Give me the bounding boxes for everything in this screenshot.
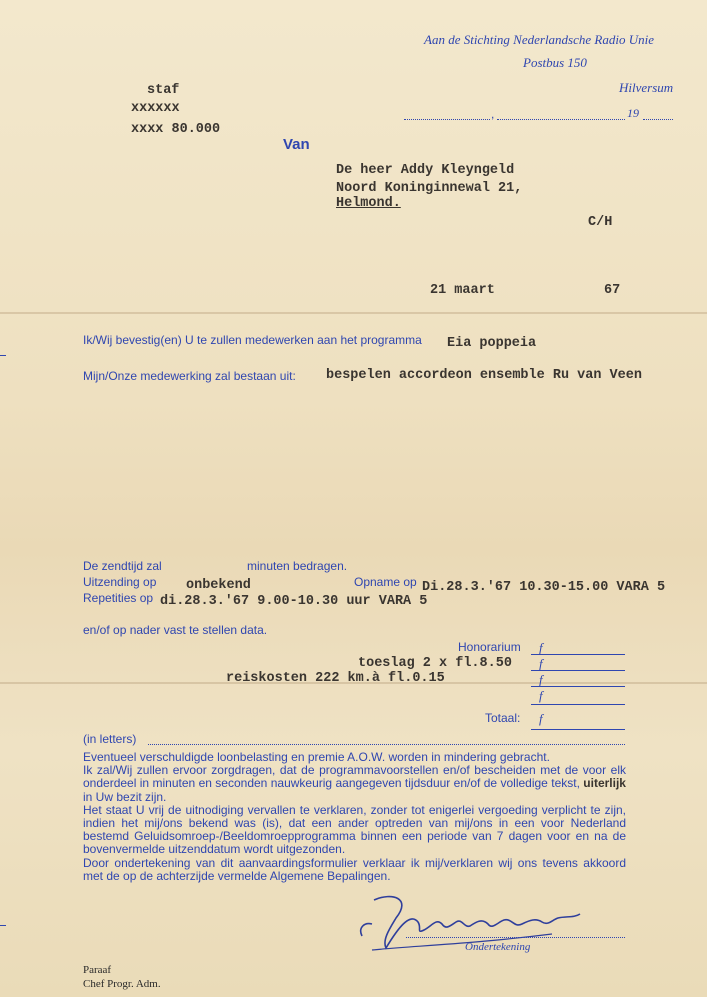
paraaf-label: Paraaf: [83, 964, 112, 976]
currency-symbol: f: [539, 688, 543, 703]
paper-fold: [0, 312, 707, 314]
signature-line: [406, 937, 625, 938]
currency-symbol: f: [539, 672, 543, 687]
margin-tick: [0, 925, 6, 926]
term-submission-end: in Uw bezit zijn.: [83, 789, 167, 804]
opname-label: Opname op: [354, 575, 417, 589]
amount-line: [531, 686, 625, 687]
ref-line-1: staf: [147, 83, 180, 98]
terms-block: [83, 751, 626, 883]
date-line: [404, 119, 490, 120]
airtime-label: De zendtijd zal: [83, 559, 162, 573]
term-deadline-word: uiterlijk: [583, 776, 626, 791]
toeslag: toeslag 2 x fl.8.50: [358, 656, 512, 671]
term-agreement: Door ondertekening van dit aanvaardingsformulier verklaar ik mij/verklaren wij ons tevens akkoord met de op de achterzijde vermelde Algemene Bepalingen.: [83, 855, 626, 883]
sender-name: De heer Addy Kleyngeld: [336, 163, 515, 178]
currency-symbol: f: [539, 656, 543, 671]
uitzending-label: Uitzending op: [83, 575, 157, 589]
letter-date-year: 67: [604, 283, 621, 298]
amount-line: [531, 654, 625, 655]
addressee: Aan de Stichting Nederlandsche Radio Unie: [424, 32, 654, 47]
currency-symbol: f: [539, 640, 543, 655]
repetities-label: Repetities op: [83, 591, 154, 605]
sender-street: Noord Koninginnewal 21,: [336, 181, 523, 196]
term-submission: [83, 764, 626, 804]
program-name: Eia poppeia: [447, 336, 537, 351]
ref-line-2: xxxxxx: [131, 101, 180, 116]
sender-city: Helmond.: [336, 196, 401, 211]
other-dates: en/of op nader vast te stellen data.: [83, 623, 268, 637]
amount-line: [531, 670, 625, 671]
date-line: [497, 119, 625, 120]
opname-value: Di.28.3.'67 10.30-15.00 VARA 5: [422, 580, 666, 595]
date-line: [643, 119, 673, 120]
honorarium-label: Honorarium: [458, 640, 521, 654]
term-cancellation: Het staat U vrij de uitnodiging vervallen te verklaren, zonder tot enigerlei vergoeding verplicht te zijn, indien het mij/ons bekend was (is), dat een ander optreden van mij/ons in een voor Nederland bestemd Geluidsomroep-/Beeldomroepprogramma binnen een periode van 7 dagen voor en na de bovenvermelde uitzenddatum wordt uitgezonden.: [83, 802, 626, 857]
total-label: Totaal:: [485, 711, 521, 725]
participation-value: bespelen accordeon ensemble Ru van Veen: [326, 368, 642, 383]
letter-date-day: 21 maart: [430, 283, 495, 298]
term-tax: Eventueel verschuldigde loonbelasting en premie A.O.W. worden in mindering gebracht.: [83, 750, 550, 764]
date-year-prefix: 19: [627, 106, 639, 120]
date-comma: ,: [491, 107, 495, 121]
reiskosten: reiskosten 222 km.à fl.0.15: [226, 671, 445, 686]
chef-label: Chef Progr. Adm.: [83, 978, 161, 990]
participation-label: Mijn/Onze medewerking zal bestaan uit:: [83, 369, 296, 383]
total-line: [531, 729, 625, 730]
currency-symbol: f: [539, 711, 543, 726]
in-letters: (in letters): [83, 732, 137, 746]
van-label: Van: [283, 136, 310, 153]
amount-line: [531, 704, 625, 705]
in-letters-line: [148, 744, 625, 745]
term-submission-text: Ik zal/Wij zullen ervoor zorgdragen, dat de programmavoorstellen en/of bescheiden met de voor elk onderdeel in minuten en seconden nauwkeurig aangegeven tijdsduur en/of de volledige tekst,: [83, 763, 626, 791]
ref-line-3: xxxx 80.000: [131, 122, 221, 137]
postbus: Postbus 150: [523, 55, 587, 70]
repetities-value: di.28.3.'67 9.00-10.30 uur VARA 5: [160, 594, 428, 609]
margin-tick: [0, 355, 6, 356]
confirm-label: Ik/Wij bevestig(en) U te zullen medewerken aan het programma: [83, 333, 422, 347]
signature-label: Ondertekening: [465, 941, 531, 953]
city: Hilversum: [619, 80, 674, 95]
code: C/H: [588, 215, 613, 230]
uitzending-value: onbekend: [186, 578, 251, 593]
airtime-suffix: minuten bedragen.: [247, 559, 348, 573]
